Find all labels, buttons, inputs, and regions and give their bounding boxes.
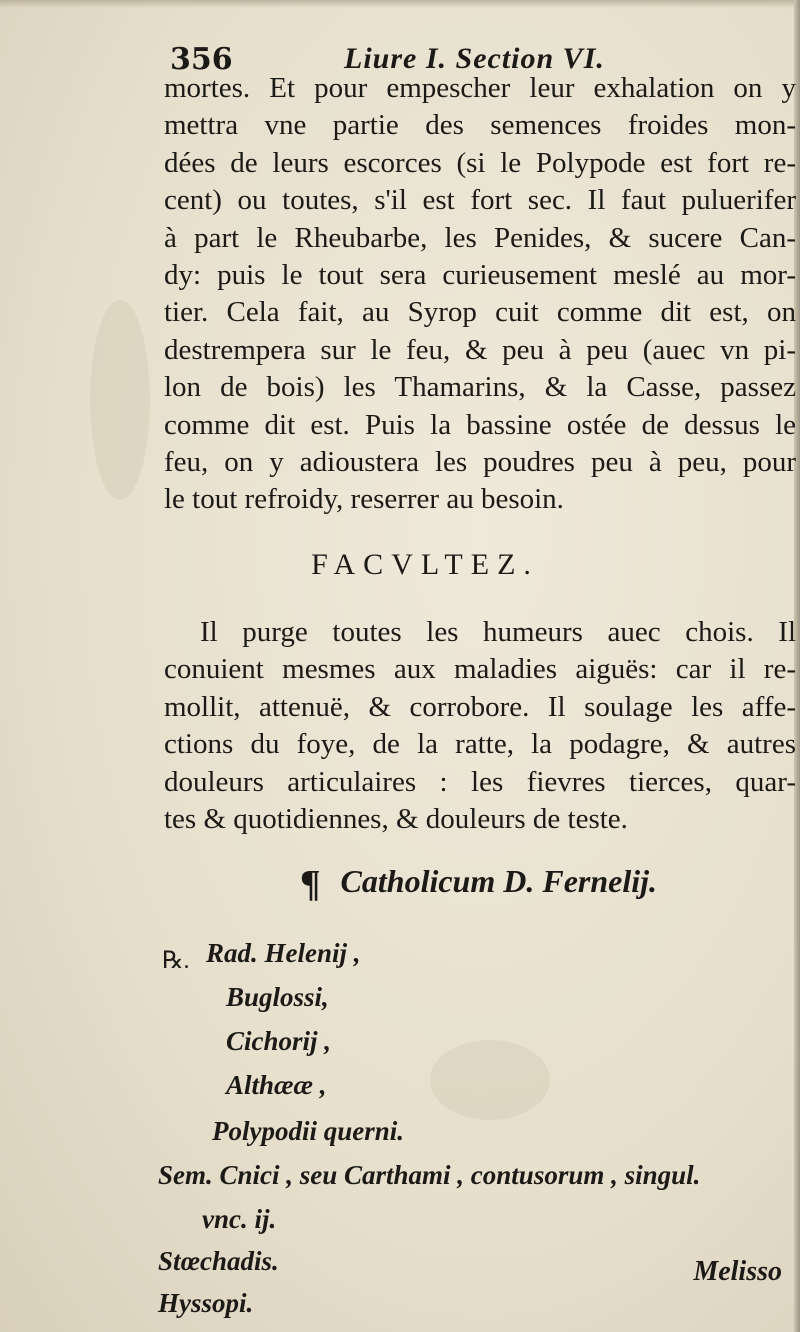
text-line: feu, on y adioustera les poudres peu à peu, pour <box>164 445 796 478</box>
ingredient: Stœchadis. <box>158 1246 279 1276</box>
text-line: douleurs articulaires : les fievres tierces, quar- <box>164 765 796 798</box>
text-line: destrempera sur le feu, & peu à peu (auec vn pi- <box>164 333 796 366</box>
ingredient: Buglossi, <box>226 982 329 1012</box>
text-line: cent) ou toutes, s'il est fort sec. Il faut puluerifer <box>164 184 796 217</box>
text-line: mettra vne partie des semences froides mon- <box>164 109 796 142</box>
text-line: tes & quotidiennes, & douleurs de teste. <box>164 802 628 835</box>
text-line: mollit, attenuë, & corrobore. Il soulage les affe- <box>164 690 796 723</box>
paragraph-faculties <box>164 614 796 838</box>
ingredient: Sem. Cnici , seu Carthami , contusorum , singul. <box>158 1160 701 1190</box>
ingredient: Rad. Helenij , <box>206 938 361 968</box>
page-top-shadow <box>0 0 800 8</box>
text-line: lon de bois) les Thamarins, & la Casse, passez <box>164 371 796 404</box>
ingredient: Polypodii querni. <box>212 1116 405 1146</box>
text-line: le tout refroidy, reserrer au besoin. <box>164 483 564 516</box>
ingredient: Cichorij , <box>226 1026 332 1056</box>
paper-stain <box>90 300 150 500</box>
text-line: ctions du foye, de la ratte, la podagre, & autres <box>164 728 796 761</box>
catchword: Melisso <box>693 1256 782 1287</box>
ingredient-quantity: vnc. ij. <box>202 1204 277 1234</box>
text-line: mortes. Et pour empescher leur exhalation on y <box>164 72 796 104</box>
section-heading: FACVLTEZ. <box>311 548 539 581</box>
recipe-title <box>300 862 657 906</box>
text-line: dy: puis le tout sera curieusement meslé au mor- <box>164 258 796 291</box>
text-line: conuient mesmes aux maladies aiguës: car il re- <box>164 653 796 686</box>
text-line: tier. Cela fait, au Syrop cuit comme dit est, on <box>164 296 796 329</box>
recipe-symbol: ℞. <box>162 948 190 974</box>
text-line: dées de leurs escorces (si le Polypode est fort re- <box>164 146 796 179</box>
ingredient: Hyssopi. <box>158 1288 254 1318</box>
ingredient: Althææ , <box>226 1070 327 1100</box>
text-line: comme dit est. Puis la bassine ostée de dessus le <box>164 408 796 441</box>
paragraph-preparation <box>164 70 796 519</box>
page-number: 356 <box>170 42 233 77</box>
running-head: Liure I. Section VI. <box>344 42 605 75</box>
text-line: à part le Rheubarbe, les Penides, & sucere Can- <box>164 221 796 254</box>
paper-stain <box>430 1040 550 1120</box>
pilcrow-icon: ¶ <box>300 863 321 905</box>
recipe-title-text: Catholicum D. Fernelij. <box>340 863 658 899</box>
text-line: Il purge toutes les humeurs auec chois. Il <box>200 616 796 648</box>
